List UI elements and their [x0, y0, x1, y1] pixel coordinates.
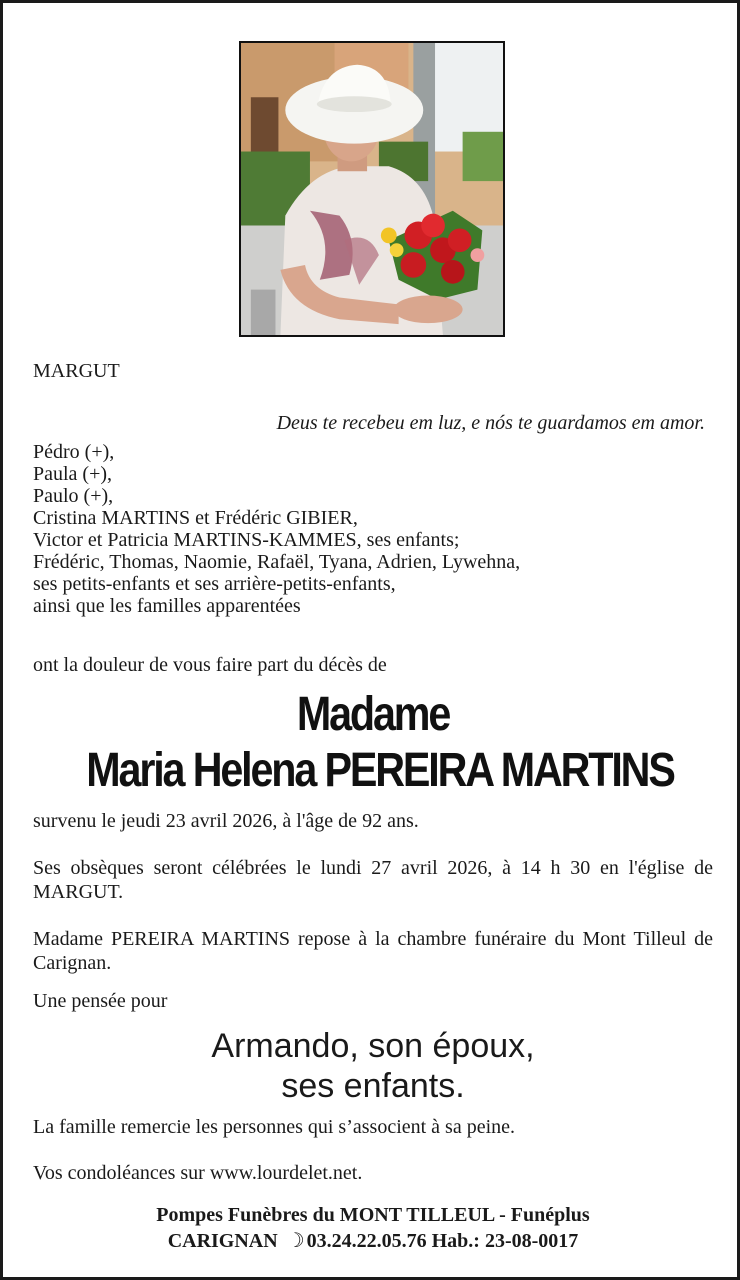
family-line: Frédéric, Thomas, Naomie, Rafaël, Tyana, Adrien, Lywehna, [33, 551, 521, 573]
family-line: Paula (+), [33, 463, 113, 485]
thanks-text: La famille remercie les personnes qui s’associent à sa peine. [33, 1116, 516, 1138]
family-list [33, 441, 520, 617]
funeral-home-contact [3, 1229, 740, 1253]
portrait-photo [239, 41, 505, 337]
funeral-home-name: Pompes Funèbres du MONT TILLEUL - Funéplus [156, 1204, 590, 1226]
family-line: Pédro (+), [33, 441, 115, 463]
honorific-title: Madame [296, 688, 450, 741]
deceased-name: Maria Helena PEREIRA MARTINS [86, 744, 674, 797]
epitaph-quote: Deus te recebeu em luz, e nós te guardamos em amor. [276, 412, 705, 434]
thought-intro: Une pensée pour [33, 990, 168, 1012]
location-heading: MARGUT [33, 360, 120, 382]
funeral-home-city: CARIGNAN [167, 1230, 278, 1252]
phone-icon: ☽ [286, 1230, 305, 1252]
family-line: ses petits-enfants et ses arrière-petits-enfants, [33, 573, 396, 595]
family-line: Paulo (+), [33, 485, 114, 507]
tribute-line-children: ses enfants. [281, 1067, 465, 1105]
family-line: ainsi que les familles apparentées [33, 595, 301, 617]
portrait-image [241, 43, 503, 335]
condolences-text: Vos condoléances sur www.lourdelet.net. [33, 1162, 363, 1184]
announcement-text: ont la douleur de vous faire part du décès de [33, 654, 387, 676]
repose-details: Madame PEREIRA MARTINS repose à la chambre funéraire du Mont Tilleul de Carignan. [33, 928, 713, 974]
funeral-details: Ses obsèques seront célébrées le lundi 27 avril 2026, à 14 h 30 en l'église de MARGUT. [33, 857, 713, 903]
tribute-line-spouse: Armando, son époux, [211, 1027, 535, 1065]
funeral-home-phone: 03.24.22.05.76 Hab.: 23-08-0017 [306, 1230, 579, 1252]
family-line: Cristina MARTINS et Frédéric GIBIER, [33, 507, 358, 529]
family-line: Victor et Patricia MARTINS-KAMMES, ses enfants; [33, 529, 460, 551]
death-details: survenu le jeudi 23 avril 2026, à l'âge de 92 ans. [33, 810, 419, 832]
